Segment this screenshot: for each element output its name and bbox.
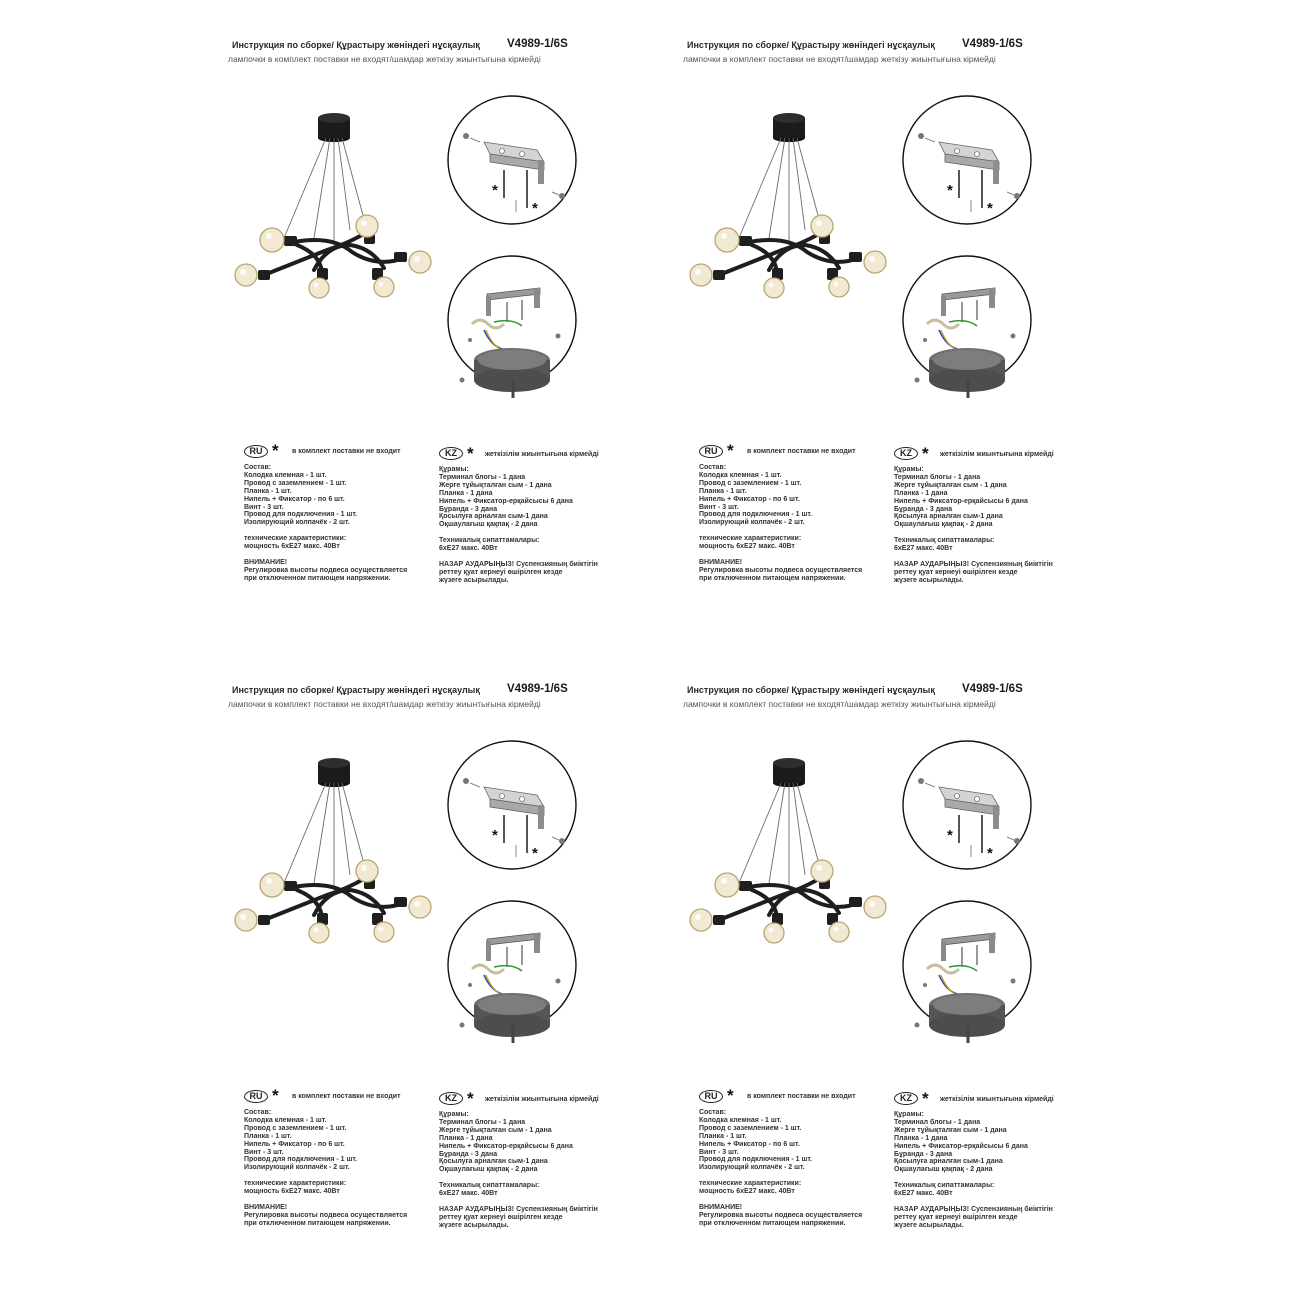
ru-composition-item: Планка - 1 шт. bbox=[244, 1132, 292, 1140]
kz-composition-item: Қосылуға арналған сым-1 дана bbox=[894, 513, 1003, 521]
kz-composition-item: Нипель + Фиксатор-ерқайсысы 6 дана bbox=[439, 1142, 573, 1150]
ru-composition-title: Состав: bbox=[699, 464, 727, 471]
bracket-detail-circle bbox=[903, 96, 1031, 224]
ru-specs: мощность 6хЕ27 макс. 40Вт bbox=[244, 543, 340, 551]
ru-warning-line: Регулировка высоты подвеса осуществляется bbox=[244, 566, 408, 574]
kz-specs: 6хЕ27 макс. 40Вт bbox=[439, 545, 498, 553]
svg-text:*: * bbox=[532, 845, 538, 862]
kz-specs-title: Техникалық сипаттамалары: bbox=[439, 1182, 540, 1190]
wiring-detail-circle bbox=[448, 901, 576, 1043]
ru-composition-item: Колодка клемная - 1 шт. bbox=[244, 471, 327, 479]
bulbs-not-included-note: лампочки в комплект поставки не входят/шамдар жеткізу жиынтығына кірмейді bbox=[228, 699, 541, 709]
ru-composition-item: Планка - 1 шт. bbox=[699, 487, 747, 495]
kz-specs-title: Техникалық сипаттамалары: bbox=[439, 537, 540, 545]
svg-text:*: * bbox=[947, 827, 953, 844]
ru-specs-title: технические характеристики: bbox=[244, 535, 347, 543]
instruction-title: Инструкция по сборке/ Құрастыру жөніндегі нұсқаулық bbox=[232, 40, 480, 50]
kz-composition-item: Планка - 1 дана bbox=[439, 489, 493, 497]
kz-composition-title: Құрамы: bbox=[439, 1111, 469, 1118]
ru-composition-item: Винт - 3 шт. bbox=[699, 1148, 739, 1156]
ru-composition-item: Колодка клемная - 1 шт. bbox=[699, 1116, 782, 1124]
instruction-title: Инструкция по сборке/ Құрастыру жөніндегі нұсқаулық bbox=[687, 685, 935, 695]
ru-warning-title: ВНИМАНИЕ! bbox=[699, 559, 743, 567]
model-number: V4989-1/6S bbox=[962, 683, 1023, 695]
assembly-illustration bbox=[222, 675, 676, 1095]
kz-language-badge: KZ bbox=[894, 1092, 918, 1105]
kz-composition-item: Планка - 1 дана bbox=[894, 1134, 948, 1142]
kz-composition-title: Құрамы: bbox=[439, 466, 469, 473]
kz-asterisk: * bbox=[922, 1089, 929, 1108]
kz-warning-line: реттеу қуат кернеуі өшірілген кезде bbox=[439, 568, 563, 576]
assembly-illustration bbox=[677, 30, 1131, 450]
bracket-detail-circle bbox=[903, 741, 1031, 869]
ru-composition-title: Состав: bbox=[699, 1109, 727, 1116]
kz-composition-item: Бұранда - 3 дана bbox=[439, 505, 498, 513]
ru-warning-line: Регулировка высоты подвеса осуществляется bbox=[699, 566, 863, 574]
ru-composition-item: Колодка клемная - 1 шт. bbox=[244, 1116, 327, 1124]
kz-text-column bbox=[439, 1111, 598, 1230]
kz-asterisk: * bbox=[922, 444, 929, 463]
ru-warning-line: при отключенном питающем напряжении. bbox=[244, 1219, 391, 1227]
svg-text:*: * bbox=[987, 200, 993, 217]
kz-not-included-note: жеткізілім жиынтығына кірмейді bbox=[940, 1096, 1054, 1103]
ru-composition-item: Планка - 1 шт. bbox=[699, 1132, 747, 1140]
kz-warning-line: НАЗАР АУДАРЫҢЫЗ! Суспензияның биіктігін bbox=[894, 561, 1053, 569]
assembly-illustration bbox=[222, 30, 676, 450]
kz-warning-line: реттеу қуат кернеуі өшірілген кезде bbox=[894, 568, 1018, 576]
kz-composition-item: Терминал блогы - 1 дана bbox=[439, 1118, 526, 1126]
ru-warning-title: ВНИМАНИЕ! bbox=[244, 559, 288, 567]
ru-specs-title: технические характеристики: bbox=[244, 1180, 347, 1188]
kz-composition-item: Нипель + Фиксатор-ерқайсысы 6 дана bbox=[439, 497, 573, 505]
ru-language-badge: RU bbox=[244, 445, 268, 458]
ru-specs-title: технические характеристики: bbox=[699, 1180, 802, 1188]
ru-composition-item: Колодка клемная - 1 шт. bbox=[699, 471, 782, 479]
kz-specs-title: Техникалық сипаттамалары: bbox=[894, 1182, 995, 1190]
ru-composition-title: Состав: bbox=[244, 464, 272, 471]
kz-not-included-note: жеткізілім жиынтығына кірмейді bbox=[485, 1096, 599, 1103]
kz-specs: 6хЕ27 макс. 40Вт bbox=[894, 1190, 953, 1198]
ru-composition-item: Нипель + Фиксатор - по 6 шт. bbox=[244, 1140, 345, 1148]
kz-asterisk: * bbox=[467, 1089, 474, 1108]
kz-warning-line: жүзеге асырылады. bbox=[439, 576, 509, 584]
bulbs-not-included-note: лампочки в комплект поставки не входят/шамдар жеткізу жиынтығына кірмейді bbox=[683, 699, 996, 709]
ru-language-badge: RU bbox=[699, 445, 723, 458]
ru-specs: мощность 6хЕ27 макс. 40Вт bbox=[699, 1188, 795, 1196]
ru-composition-item: Провод с заземлением - 1 шт. bbox=[244, 479, 347, 487]
kz-composition-item: Жерге тұйықталған сым - 1 дана bbox=[894, 1126, 1007, 1134]
ru-not-included-note: в комплект поставки не входит bbox=[292, 448, 401, 455]
ru-not-included-note: в комплект поставки не входит bbox=[292, 1093, 401, 1100]
instruction-title: Инструкция по сборке/ Құрастыру жөніндегі нұсқаулық bbox=[232, 685, 480, 695]
ru-language-badge: RU bbox=[699, 1090, 723, 1103]
ru-warning-title: ВНИМАНИЕ! bbox=[244, 1204, 288, 1212]
bracket-detail-circle bbox=[448, 96, 576, 224]
ru-asterisk: * bbox=[272, 1086, 279, 1105]
kz-language-badge: KZ bbox=[439, 1092, 463, 1105]
ru-asterisk: * bbox=[727, 1086, 734, 1105]
ru-composition-item: Провод для подключения - 1 шт. bbox=[699, 1156, 813, 1164]
ru-not-included-note: в комплект поставки не входит bbox=[747, 1093, 856, 1100]
ru-language-badge: RU bbox=[244, 1090, 268, 1103]
bulbs-not-included-note: лампочки в комплект поставки не входят/шамдар жеткізу жиынтығына кірмейді bbox=[228, 54, 541, 64]
kz-specs: 6хЕ27 макс. 40Вт bbox=[439, 1190, 498, 1198]
ru-text-column bbox=[699, 1109, 862, 1228]
ru-composition-item: Винт - 3 шт. bbox=[244, 503, 284, 511]
kz-not-included-note: жеткізілім жиынтығына кірмейді bbox=[485, 451, 599, 458]
ru-composition-item: Провод с заземлением - 1 шт. bbox=[699, 479, 802, 487]
ru-composition-item: Винт - 3 шт. bbox=[699, 503, 739, 511]
kz-composition-item: Терминал блогы - 1 дана bbox=[439, 473, 526, 481]
ru-composition-item: Провод для подключения - 1 шт. bbox=[699, 511, 813, 519]
kz-composition-item: Қосылуға арналған сым-1 дана bbox=[439, 1158, 548, 1166]
assembly-illustration bbox=[677, 675, 1131, 1095]
model-number: V4989-1/6S bbox=[507, 38, 568, 50]
ru-composition-item: Планка - 1 шт. bbox=[244, 487, 292, 495]
wiring-detail-circle bbox=[448, 256, 576, 398]
wiring-detail-circle bbox=[903, 901, 1031, 1043]
kz-specs: 6хЕ27 макс. 40Вт bbox=[894, 545, 953, 553]
ru-composition-item: Нипель + Фиксатор - по 6 шт. bbox=[699, 1140, 800, 1148]
model-number: V4989-1/6S bbox=[507, 683, 568, 695]
ru-composition-item: Нипель + Фиксатор - по 6 шт. bbox=[699, 495, 800, 503]
kz-specs-title: Техникалық сипаттамалары: bbox=[894, 537, 995, 545]
kz-warning-line: реттеу қуат кернеуі өшірілген кезде bbox=[894, 1213, 1018, 1221]
kz-composition-item: Жерге тұйықталған сым - 1 дана bbox=[894, 481, 1007, 489]
ru-composition-item: Провод для подключения - 1 шт. bbox=[244, 1156, 358, 1164]
kz-warning-line: жүзеге асырылады. bbox=[894, 1221, 964, 1229]
kz-composition-item: Оқшаулағыш қақпақ - 2 дана bbox=[439, 1166, 538, 1174]
kz-composition-item: Оқшаулағыш қақпақ - 2 дана bbox=[894, 521, 993, 529]
kz-warning-line: жүзеге асырылады. bbox=[439, 1221, 509, 1229]
ru-composition-item: Изолирующий колпачёк - 2 шт. bbox=[699, 519, 805, 527]
svg-text:*: * bbox=[987, 845, 993, 862]
model-number: V4989-1/6S bbox=[962, 38, 1023, 50]
kz-warning-line: НАЗАР АУДАРЫҢЫЗ! Суспензияның биіктігін bbox=[439, 561, 598, 569]
kz-composition-item: Нипель + Фиксатор-ерқайсысы 6 дана bbox=[894, 1142, 1028, 1150]
ru-text-column bbox=[244, 464, 407, 583]
kz-language-badge: KZ bbox=[894, 447, 918, 460]
ru-warning-line: Регулировка высоты подвеса осуществляется bbox=[699, 1211, 863, 1219]
kz-warning-line: жүзеге асырылады. bbox=[894, 576, 964, 584]
ru-composition-item: Винт - 3 шт. bbox=[244, 1148, 284, 1156]
instruction-sheet-bottom-right bbox=[677, 675, 1300, 1315]
kz-not-included-note: жеткізілім жиынтығына кірмейді bbox=[940, 451, 1054, 458]
kz-composition-item: Қосылуға арналған сым-1 дана bbox=[439, 513, 548, 521]
chandelier-illustration bbox=[690, 113, 886, 298]
ru-not-included-note: в комплект поставки не входит bbox=[747, 448, 856, 455]
ru-composition-item: Изолирующий колпачёк - 2 шт. bbox=[699, 1164, 805, 1172]
kz-composition-item: Бұранда - 3 дана bbox=[894, 505, 953, 513]
ru-warning-line: Регулировка высоты подвеса осуществляется bbox=[244, 1211, 408, 1219]
kz-text-column bbox=[439, 466, 598, 585]
ru-specs: мощность 6хЕ27 макс. 40Вт bbox=[244, 1188, 340, 1196]
kz-text-column bbox=[894, 1111, 1053, 1230]
chandelier-illustration bbox=[235, 758, 431, 943]
kz-warning-line: НАЗАР АУДАРЫҢЫЗ! Суспензияның биіктігін bbox=[439, 1206, 598, 1214]
kz-composition-item: Терминал блогы - 1 дана bbox=[894, 473, 981, 481]
kz-composition-item: Қосылуға арналған сым-1 дана bbox=[894, 1158, 1003, 1166]
ru-warning-line: при отключенном питающем напряжении. bbox=[244, 574, 391, 582]
ru-asterisk: * bbox=[727, 441, 734, 460]
instruction-sheet-top-right bbox=[677, 30, 1300, 670]
ru-asterisk: * bbox=[272, 441, 279, 460]
kz-asterisk: * bbox=[467, 444, 474, 463]
ru-warning-title: ВНИМАНИЕ! bbox=[699, 1204, 743, 1212]
kz-composition-item: Планка - 1 дана bbox=[894, 489, 948, 497]
svg-text:*: * bbox=[532, 200, 538, 217]
kz-language-badge: KZ bbox=[439, 447, 463, 460]
svg-text:*: * bbox=[947, 182, 953, 199]
kz-text-column bbox=[894, 466, 1053, 585]
ru-composition-item: Провод для подключения - 1 шт. bbox=[244, 511, 358, 519]
ru-specs: мощность 6хЕ27 макс. 40Вт bbox=[699, 543, 795, 551]
kz-composition-title: Құрамы: bbox=[894, 466, 924, 473]
kz-composition-item: Терминал блогы - 1 дана bbox=[894, 1118, 981, 1126]
ru-composition-item: Провод с заземлением - 1 шт. bbox=[244, 1124, 347, 1132]
bulbs-not-included-note: лампочки в комплект поставки не входят/шамдар жеткізу жиынтығына кірмейді bbox=[683, 54, 996, 64]
kz-composition-item: Оқшаулағыш қақпақ - 2 дана bbox=[894, 1166, 993, 1174]
ru-text-column bbox=[244, 1109, 407, 1228]
ru-composition-item: Нипель + Фиксатор - по 6 шт. bbox=[244, 495, 345, 503]
svg-text:*: * bbox=[492, 182, 498, 199]
wiring-detail-circle bbox=[903, 256, 1031, 398]
ru-specs-title: технические характеристики: bbox=[699, 535, 802, 543]
ru-composition-item: Изолирующий колпачёк - 2 шт. bbox=[244, 1164, 350, 1172]
ru-warning-line: при отключенном питающем напряжении. bbox=[699, 574, 846, 582]
kz-composition-item: Жерге тұйықталған сым - 1 дана bbox=[439, 481, 552, 489]
kz-composition-item: Бұранда - 3 дана bbox=[439, 1150, 498, 1158]
kz-composition-item: Нипель + Фиксатор-ерқайсысы 6 дана bbox=[894, 497, 1028, 505]
kz-composition-item: Планка - 1 дана bbox=[439, 1134, 493, 1142]
bracket-detail-circle bbox=[448, 741, 576, 869]
kz-composition-item: Жерге тұйықталған сым - 1 дана bbox=[439, 1126, 552, 1134]
svg-text:*: * bbox=[492, 827, 498, 844]
ru-composition-item: Изолирующий колпачёк - 2 шт. bbox=[244, 519, 350, 527]
kz-composition-item: Оқшаулағыш қақпақ - 2 дана bbox=[439, 521, 538, 529]
chandelier-illustration bbox=[690, 758, 886, 943]
kz-composition-item: Бұранда - 3 дана bbox=[894, 1150, 953, 1158]
ru-text-column bbox=[699, 464, 862, 583]
kz-composition-title: Құрамы: bbox=[894, 1111, 924, 1118]
ru-composition-title: Состав: bbox=[244, 1109, 272, 1116]
ru-warning-line: при отключенном питающем напряжении. bbox=[699, 1219, 846, 1227]
instruction-title: Инструкция по сборке/ Құрастыру жөніндегі нұсқаулық bbox=[687, 40, 935, 50]
kz-warning-line: реттеу қуат кернеуі өшірілген кезде bbox=[439, 1213, 563, 1221]
chandelier-illustration bbox=[235, 113, 431, 298]
kz-warning-line: НАЗАР АУДАРЫҢЫЗ! Суспензияның биіктігін bbox=[894, 1206, 1053, 1214]
ru-composition-item: Провод с заземлением - 1 шт. bbox=[699, 1124, 802, 1132]
